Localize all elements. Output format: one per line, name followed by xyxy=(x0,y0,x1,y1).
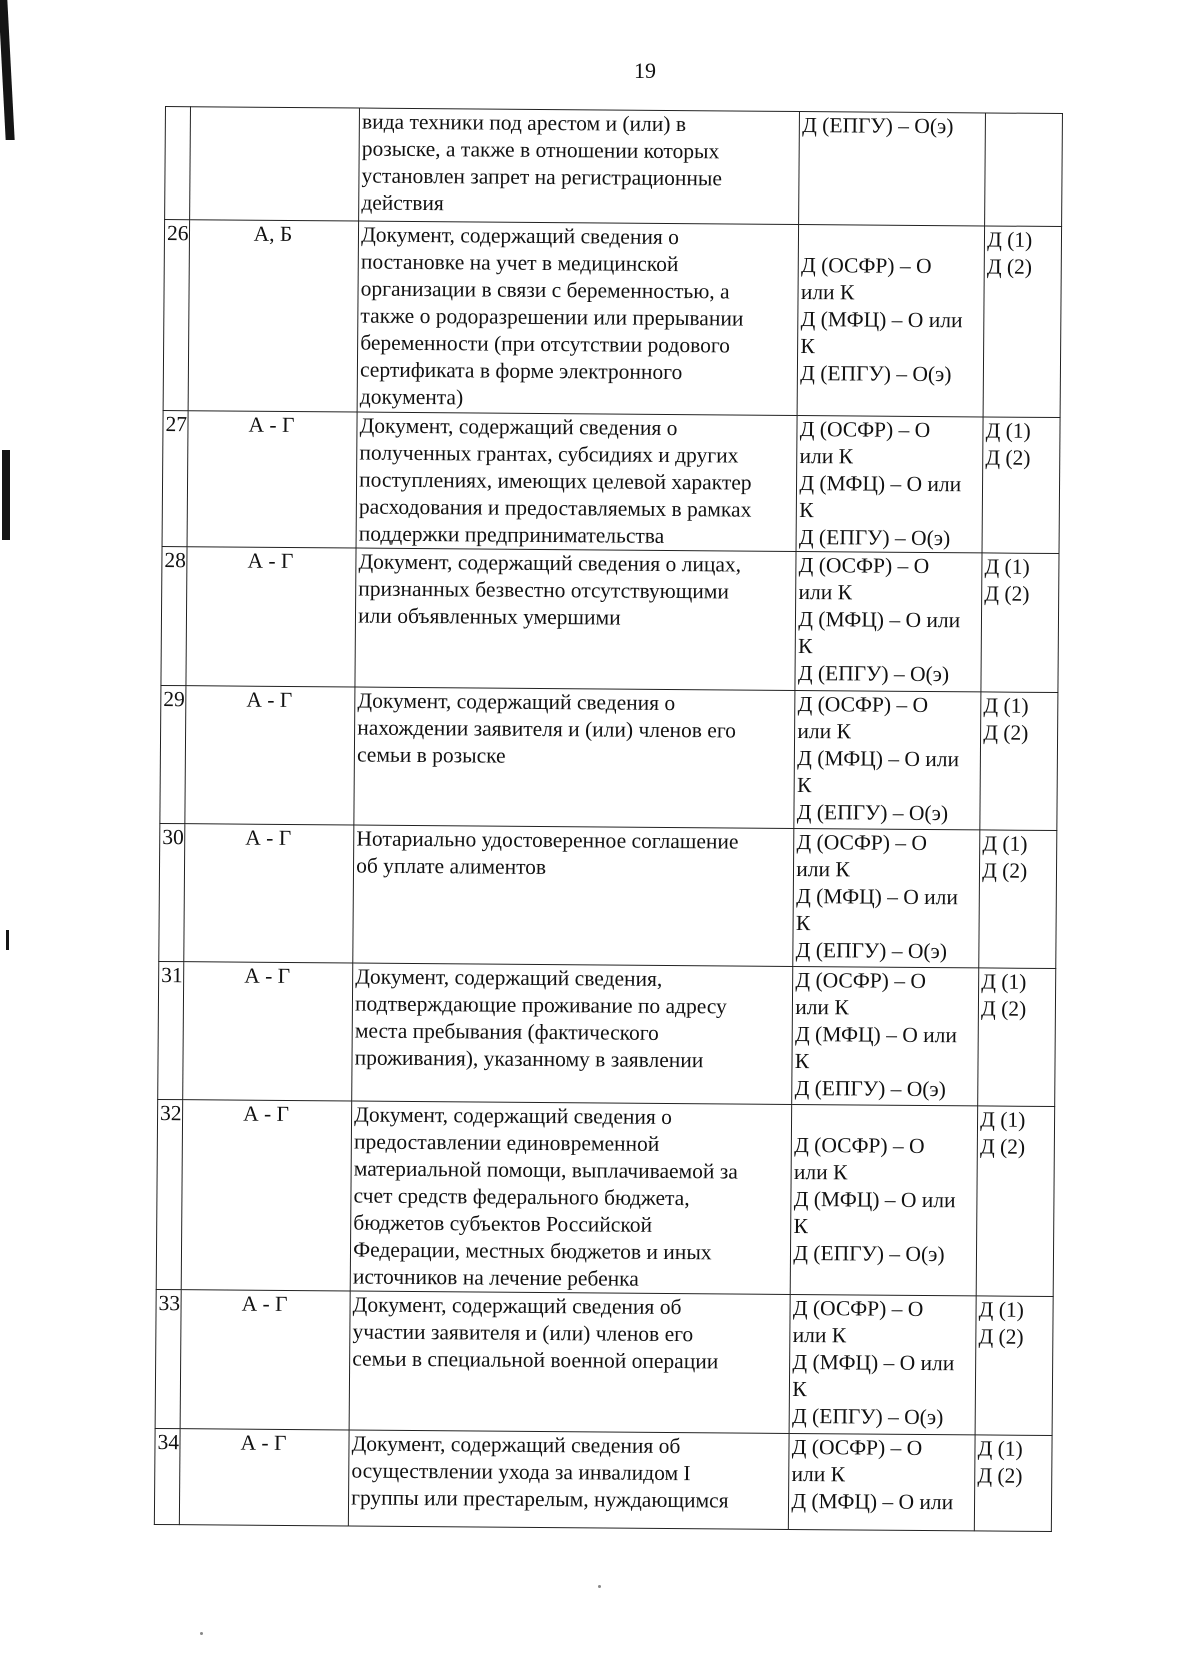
scan-speck xyxy=(200,1632,203,1635)
submission-method-cell xyxy=(797,224,984,416)
description-line: беременности (при отсутствии родового xyxy=(360,330,731,358)
code-line: Д (1) xyxy=(983,693,1029,718)
submission-method-line: Д (ОСФР) – О xyxy=(798,552,930,579)
category: А - Г xyxy=(246,687,293,713)
submission-method-line: Д (МФЦ) – О или xyxy=(796,883,959,910)
submission-method-cell xyxy=(795,551,982,691)
code-cell xyxy=(980,692,1058,831)
description-cell xyxy=(354,687,795,828)
description-line: Документ, содержащий сведения о лицах, xyxy=(358,549,742,577)
row-number: 30 xyxy=(162,825,184,850)
description-line: семьи в розыске xyxy=(356,742,506,768)
category: А - Г xyxy=(240,1430,287,1455)
category: А - Г xyxy=(245,825,292,851)
table-row xyxy=(163,220,1061,418)
description-line: Федерации, местных бюджетов и иных xyxy=(353,1237,712,1265)
submission-method-line: или К xyxy=(797,718,851,744)
code-line: Д (2) xyxy=(978,1324,1024,1349)
submission-method-line: К xyxy=(792,1376,807,1402)
description-line: постановке на учет в медицинской xyxy=(360,249,679,277)
submission-method-line: или К xyxy=(795,994,849,1020)
submission-method-line: К xyxy=(799,497,814,523)
submission-method-line: Д (ОСФР) – О xyxy=(799,416,931,443)
description-line: участии заявителя и (или) членов его xyxy=(352,1319,694,1347)
submission-method-line: К xyxy=(800,333,815,359)
category-cell xyxy=(181,1100,352,1291)
description-cell xyxy=(359,108,800,224)
submission-method-line: или К xyxy=(799,443,854,469)
description-line: розыске, а также в отношении которых xyxy=(361,136,720,164)
description-line: вида техники под арестом и (или) в xyxy=(361,109,687,137)
document-table-wrapper xyxy=(154,106,1063,1532)
submission-method-line: или К xyxy=(791,1461,846,1487)
code-line: Д (1) xyxy=(985,418,1031,443)
table-row xyxy=(159,823,1057,968)
submission-method-line: или К xyxy=(796,856,850,882)
code-line: Д (1) xyxy=(984,554,1030,579)
description-cell xyxy=(355,548,796,690)
submission-method-line: или К xyxy=(793,1159,848,1185)
category-cell xyxy=(186,547,356,687)
category-cell xyxy=(190,107,360,221)
submission-method-line: Д (ОСФР) – О xyxy=(796,829,928,856)
submission-method-line: Д (ЕПГУ) – О(э) xyxy=(794,1075,946,1102)
document-table xyxy=(154,106,1063,1532)
page-number: 19 xyxy=(634,58,656,83)
description-line: Документ, содержащий сведения об xyxy=(351,1431,681,1459)
submission-method-line: Д (ЕПГУ) – О(э) xyxy=(798,524,951,551)
code-line: Д (1) xyxy=(980,1107,1026,1132)
description-line: поддержки предпринимательства xyxy=(358,521,665,548)
code-cell xyxy=(975,1296,1053,1436)
submission-method-line: Д (МФЦ) – О или xyxy=(797,745,960,772)
submission-method-line: Д (МФЦ) – О или xyxy=(792,1349,955,1376)
description-line: сертификата в форме электронного xyxy=(359,357,683,385)
description-line: действия xyxy=(361,190,444,216)
description-line: нахождении заявителя и (или) членов его xyxy=(357,715,737,743)
submission-method-line: или К xyxy=(792,1322,847,1348)
table-row xyxy=(165,107,1063,227)
description-line: Документ, содержащий сведения о xyxy=(359,413,678,441)
description-line: поступлениях, имеющих целевой характер xyxy=(359,467,752,495)
submission-method-line: Д (МФЦ) – О или xyxy=(799,470,962,497)
submission-method-line: Д (МФЦ) – О или xyxy=(794,1021,957,1048)
row-number: 32 xyxy=(159,1100,182,1126)
description-cell xyxy=(357,221,799,415)
submission-method-line: Д (ОСФР) – О xyxy=(794,1132,925,1158)
code-line: Д (2) xyxy=(980,996,1027,1021)
submission-method-line: К xyxy=(796,772,812,798)
description-line: полученных грантах, субсидиях и других xyxy=(359,440,739,468)
table-row xyxy=(155,1289,1053,1435)
row-number-cell xyxy=(155,1289,181,1428)
submission-method-line: Д (ОСФР) – О xyxy=(791,1434,923,1460)
submission-method-line xyxy=(801,225,980,253)
code-line: Д (2) xyxy=(985,445,1031,470)
category-cell xyxy=(187,411,357,548)
description-line: Документ, содержащий сведения об xyxy=(352,1292,682,1320)
category: А - Г xyxy=(247,548,294,574)
submission-method-line: Д (МФЦ) – О или xyxy=(800,306,963,333)
category: А, Б xyxy=(253,221,293,247)
code-line: Д (1) xyxy=(978,1297,1024,1322)
description-line: расходования и предоставляемых в рамках xyxy=(358,494,752,522)
description-cell xyxy=(352,963,793,1104)
submission-method-line: К xyxy=(794,1048,810,1074)
code-line: Д (2) xyxy=(979,1134,1026,1159)
code-line: Д (2) xyxy=(984,581,1030,606)
description-line: счет средств федерального бюджета, xyxy=(353,1183,690,1211)
table-row xyxy=(162,410,1060,553)
submission-method-cell xyxy=(799,111,986,225)
description-line: установлен запрет на регистрационные xyxy=(361,163,723,191)
row-number: 26 xyxy=(166,221,189,246)
table-body xyxy=(154,107,1062,1532)
submission-method-line: Д (ОСФР) – О xyxy=(792,1295,924,1321)
submission-method-line: Д (МФЦ) – О или xyxy=(791,1488,954,1515)
submission-method-line: К xyxy=(795,910,811,936)
code-line: Д (1) xyxy=(987,227,1033,252)
submission-method-line: Д (ОСФР) – О xyxy=(795,967,927,994)
category: А - Г xyxy=(244,963,291,989)
submission-method-line: Д (ЕПГУ) – О(э) xyxy=(797,660,950,687)
submission-method-cell xyxy=(793,828,980,967)
description-line: материальной помощи, выплачиваемой за xyxy=(353,1156,738,1184)
table-row xyxy=(158,961,1056,1106)
table-row xyxy=(156,1099,1054,1296)
row-number: 31 xyxy=(161,962,183,988)
description-line: семьи в специальной военной операции xyxy=(352,1346,719,1374)
description-line: об уплате алиментов xyxy=(356,853,547,880)
description-line: места пребывания (фактического xyxy=(354,1018,659,1045)
description-line: осуществлении ухода за инвалидом I xyxy=(351,1458,691,1486)
row-number-cell xyxy=(165,107,191,220)
description-line: Документ, содержащий сведения о xyxy=(357,688,676,716)
submission-method-cell xyxy=(792,966,979,1105)
submission-method-line: К xyxy=(797,633,813,659)
description-line: источников на лечение ребенка xyxy=(352,1264,639,1291)
description-line: группы или престарелым, нуждающимся xyxy=(351,1485,729,1513)
category-cell xyxy=(184,824,354,963)
description-line: предоставлении единовременной xyxy=(353,1129,660,1156)
table-row xyxy=(160,685,1058,830)
description-line: организации в связи с беременностью, а xyxy=(360,276,730,304)
row-number-cell xyxy=(162,410,188,546)
scan-artifact-middle xyxy=(2,450,10,540)
submission-method-line: или К xyxy=(800,280,855,305)
submission-method-line: Д (ЕПГУ) – О(э) xyxy=(796,799,949,826)
table-row xyxy=(154,1428,1052,1531)
description-cell xyxy=(350,1101,792,1294)
description-line: признанных безвестно отсутствующими xyxy=(358,576,730,604)
code-cell xyxy=(985,113,1063,227)
description-line: проживания), указанному в заявлении xyxy=(354,1045,704,1073)
submission-method-cell xyxy=(796,415,983,552)
submission-method-line: К xyxy=(793,1213,808,1239)
submission-method-line: Д (ОСФР) – О xyxy=(797,691,929,718)
category-cell xyxy=(188,220,359,412)
category: А - Г xyxy=(248,412,295,438)
code-line: Д (2) xyxy=(983,720,1029,745)
code-cell xyxy=(974,1435,1052,1532)
code-line: Д (2) xyxy=(977,1463,1023,1488)
description-line: документа) xyxy=(359,384,464,410)
submission-method-line: Д (ЕПГУ) – О(э) xyxy=(793,1240,945,1267)
row-number: 27 xyxy=(165,412,188,437)
code-line: Д (2) xyxy=(986,254,1033,279)
description-line: подтверждающие проживание по адресу xyxy=(354,991,727,1019)
row-number: 28 xyxy=(164,548,187,573)
code-cell xyxy=(983,226,1061,418)
description-line: или объявленных умершими xyxy=(358,603,621,630)
description-line: также о родоразрешении или прерывании xyxy=(360,303,744,331)
category: А - Г xyxy=(243,1101,290,1127)
description-line: бюджетов субъектов Российской xyxy=(353,1210,653,1237)
description-line: Документ, содержащий сведения, xyxy=(355,964,663,991)
description-cell xyxy=(353,825,794,966)
category: А - Г xyxy=(241,1291,288,1316)
description-cell xyxy=(356,412,797,551)
code-cell xyxy=(976,1106,1054,1297)
description-cell xyxy=(349,1291,790,1433)
submission-method-cell xyxy=(790,1104,977,1295)
submission-method-cell xyxy=(789,1433,976,1530)
scan-artifact-lower xyxy=(6,930,9,950)
row-number-cell xyxy=(154,1428,180,1524)
submission-method-line: Д (ЕПГУ) – О(э) xyxy=(795,937,948,964)
description-cell xyxy=(348,1430,789,1529)
code-cell xyxy=(981,553,1059,693)
row-number-cell xyxy=(163,220,189,411)
submission-method-cell xyxy=(789,1294,976,1434)
description-line: Документ, содержащий сведения о xyxy=(354,1102,673,1130)
code-line: Д (2) xyxy=(982,858,1028,883)
submission-method-line xyxy=(794,1105,973,1133)
submission-method-line: Д (МФЦ) – О или xyxy=(798,606,961,633)
row-number-cell xyxy=(161,546,187,685)
row-number-cell xyxy=(158,961,184,1099)
submission-method-line: Д (ЕПГУ) – О(э) xyxy=(800,360,952,387)
row-number-cell xyxy=(159,823,185,961)
code-line: Д (1) xyxy=(982,831,1028,856)
scan-speck xyxy=(598,1585,601,1588)
code-cell xyxy=(979,830,1057,969)
submission-method-line: Д (ЕПГУ) – О(э) xyxy=(802,113,954,139)
row-number: 29 xyxy=(163,687,185,712)
submission-method-line: или К xyxy=(798,579,853,605)
submission-method-cell xyxy=(794,690,981,829)
submission-method-line: Д (ЕПГУ) – О(э) xyxy=(791,1403,944,1430)
description-line: Нотариально удостоверенное соглашение xyxy=(356,826,739,854)
description-line: Документ, содержащий сведения о xyxy=(361,222,680,250)
code-cell xyxy=(978,968,1056,1107)
code-cell xyxy=(982,417,1060,554)
category-cell xyxy=(183,962,353,1101)
row-number-cell xyxy=(160,685,186,823)
submission-method-line: Д (МФЦ) – О или xyxy=(793,1186,956,1213)
row-number-cell xyxy=(156,1099,182,1289)
row-number: 33 xyxy=(158,1290,181,1316)
row-number: 34 xyxy=(157,1429,180,1455)
table-row xyxy=(161,546,1059,692)
category-cell xyxy=(180,1290,350,1430)
code-line: Д (1) xyxy=(981,969,1027,994)
category-cell xyxy=(185,686,355,825)
submission-method-line: Д (ОСФР) – О xyxy=(800,253,932,279)
category-cell xyxy=(179,1429,349,1526)
code-line: Д (1) xyxy=(977,1436,1023,1461)
